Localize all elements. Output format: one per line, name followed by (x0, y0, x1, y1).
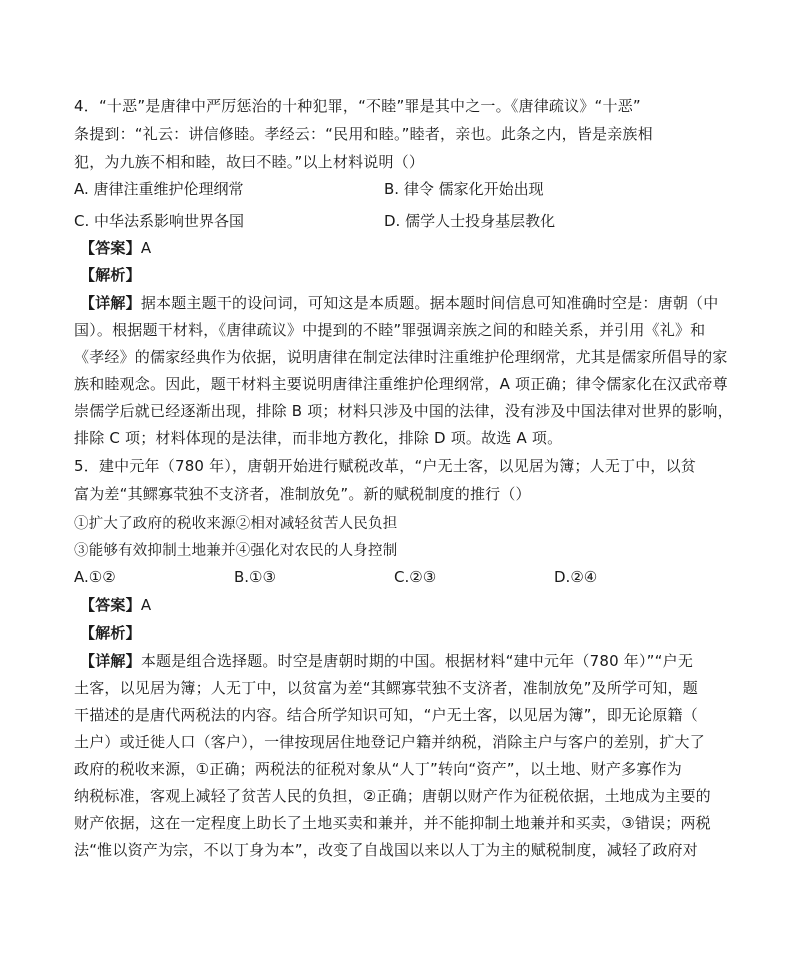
q4-option-a: A. 唐律注重维护伦理纲常 (74, 180, 244, 198)
q5-detail-line-2: 土客，以见居为簿；人无丁中，以贫富为差“其鳏寡茕独不支济者，准制放免”及所学可知，题 (74, 679, 698, 697)
q4-option-d: D. 儒学人士投身基层教化 (384, 212, 556, 230)
q5-detail-text-1: 本题是组合选择题。时空是唐朝时期的中国。根据材料“建中元年（780 年）”“户无 (140, 652, 694, 670)
q4-detail-line-2: 国）。根据题干材料，《唐律疏议》中提到的不睦”罪强调亲族之间的和睦关系，并引用《礼》和 (74, 321, 706, 339)
q4-detail-line-5: 崇儒学后就已经逐渐出现，排除 B 项；材料只涉及中国的法律，没有涉及中国法律对世界的影响， (74, 402, 733, 420)
q4-option-c: C. 中华法系影响世界各国 (74, 212, 245, 230)
q5-detail-line-7: 财产依据，这在一定程度上助长了土地买卖和兼并，并不能抑制土地兼并和买卖，③错误；两税 (74, 814, 711, 832)
q5-stem-line-2: 富为差“其鳏寡茕独不支济者，准制放免”。新的赋税制度的推行（） (74, 485, 531, 503)
q5-item-line-1: ①扩大了政府的税收来源②相对减轻贫苦人民负担 (74, 516, 398, 532)
q5-option-c: C.②③ (394, 568, 437, 586)
q5-detail-line-1 (80, 651, 693, 671)
q4-stem-line-3: 犯，为九族不相和睦，故曰不睦。”以上材料说明（） (74, 153, 425, 171)
q5-detail-line-5: 政府的税收来源，①正确；两税法的征税对象从“人丁”转向“资产”，以土地、财产多寡作为 (74, 760, 682, 778)
q4-option-b: B. 律令 儒家化开始出现 (384, 180, 544, 198)
q5-option-b: B.①③ (234, 568, 276, 586)
q4-stem-line-2: 条提到：“礼云：讲信修睦。孝经云：“民用和睦。”睦者，亲也。此条之内，皆是亲族相 (74, 125, 653, 143)
q4-detail-line-4: 族和睦观念。因此，题干材料主要说明唐律注重维护伦理纲常，A 项正确；律令儒家化在汉武帝尊 (74, 375, 728, 393)
q5-item-line-2: ③能够有效抑制土地兼并④强化对农民的人身控制 (74, 543, 398, 559)
q4-detail-line-3: 《孝经》的儒家经典作为依据，说明唐律在制定法律时注重维护伦理纲常，尤其是儒家所倡导的家 (74, 348, 728, 366)
q5-analysis-tag: 【解析】 (80, 624, 141, 642)
q4-detail-line-1 (80, 293, 718, 313)
q5-detail-tag: 【详解】 (80, 652, 141, 670)
q4-detail-tag: 【详解】 (80, 294, 141, 312)
q4-detail-text-1: 据本题主题干的设问词，可知这是本质题。据本题时间信息可知准确时空是：唐朝（中 (140, 294, 719, 312)
q5-answer (80, 595, 151, 615)
q4-answer (80, 238, 151, 258)
q4-stem-line-1: 4．“十恶”是唐律中严厉惩治的十种犯罪，“不睦”罪是其中之一。《唐律疏议》“十恶” (74, 97, 641, 115)
q5-answer-value: A (140, 596, 152, 614)
q5-option-a: A.①② (74, 568, 116, 586)
q4-answer-tag: 【答案】 (80, 239, 141, 257)
q5-detail-line-6: 纳税标准，客观上减轻了贫苦人民的负担，②正确；唐朝以财产作为征税依据，土地成为主要的 (74, 787, 711, 805)
q5-answer-tag: 【答案】 (80, 596, 141, 614)
q5-detail-line-3: 干描述的是唐代两税法的内容。结合所学知识可知，“户无土客，以见居为簿”，即无论原籍（ (74, 706, 698, 724)
q5-detail-line-8: 法“惟以资产为宗，不以丁身为本”，改变了自战国以来以人丁为主的赋税制度，减轻了政府对 (74, 841, 698, 859)
q4-detail-line-6: 排除 C 项；材料体现的是法律，而非地方教化，排除 D 项。故选 A 项。 (74, 429, 563, 447)
q5-detail-line-4: 土户）或迁徙人口（客户），一律按现居住地登记户籍并纳税，消除主户与客户的差别，扩大了 (74, 733, 705, 751)
q5-option-d: D.②④ (554, 568, 598, 586)
q5-stem-line-1: 5．建中元年（780 年），唐朝开始进行赋税改革，“户无土客，以见居为簿；人无丁中，以贫 (74, 457, 697, 475)
q4-analysis-tag: 【解析】 (80, 266, 141, 284)
q4-answer-value: A (140, 239, 152, 257)
